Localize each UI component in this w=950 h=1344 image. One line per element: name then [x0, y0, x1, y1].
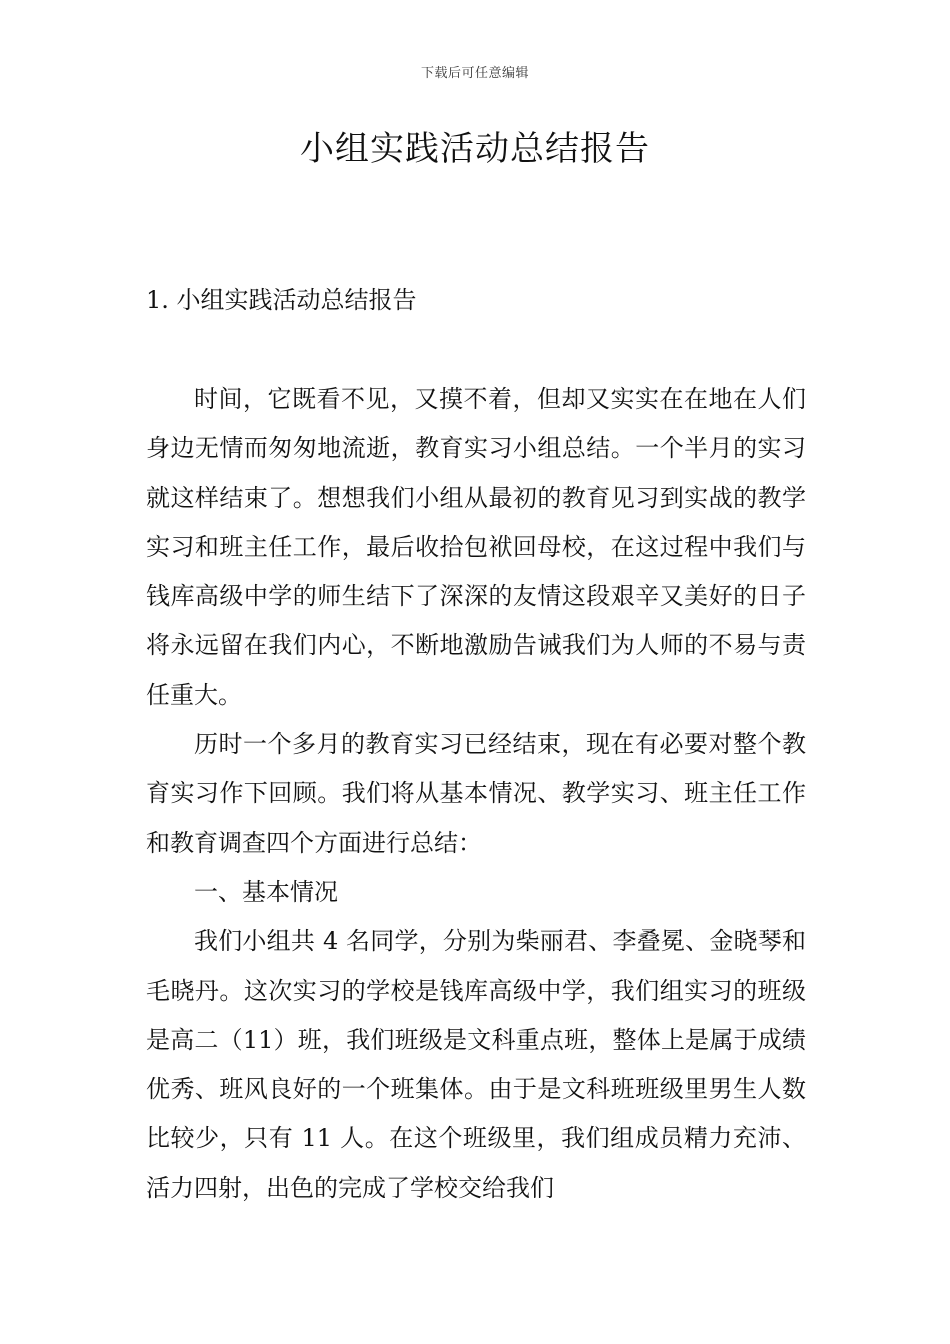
subheading-basic-situation: 一、基本情况: [194, 877, 338, 906]
paragraph-intro: 时间，它既看不见，又摸不着，但却又实实在在地在人们身边无情而匆匆地流逝，教育实习小组总结。一个半月的实习就这样结束了。想想我们小组从最初的教育见习到实战的教学实习和班主任工作，最后收拾包袱回母校，在这过程中我们与钱库高级中学的师生结下了深深的友情这段艰辛又美好的日子将永远留在我们内心，不断地激励告诫我们为人师的不易与责任重大。: [146, 385, 806, 709]
section-heading: 1. 小组实践活动总结报告: [146, 286, 417, 314]
paragraph-overview: 历时一个多月的教育实习已经结束，现在有必要对整个教育实习作下回顾。我们将从基本情况、教学实习、班主任工作和教育调查四个方面进行总结：: [146, 730, 806, 857]
paragraph-basic-situation: 我们小组共 4 名同学，分别为柴丽君、李叠冕、金晓琴和毛晓丹。这次实习的学校是钱库高级中学，我们组实习的班级是高二（11）班，我们班级是文科重点班，整体上是属于成绩优秀、班风良好的一个班集体。由于是文科班班级里男生人数比较少，只有 11 人。在这个班级里，我们组成员精力充沛、活力四射，出色的完成了学校交给我们: [146, 927, 806, 1202]
header-note: 下载后可任意编辑: [420, 66, 529, 81]
document-title: 小组实践活动总结报告: [300, 129, 650, 169]
body-text: [146, 375, 806, 1213]
